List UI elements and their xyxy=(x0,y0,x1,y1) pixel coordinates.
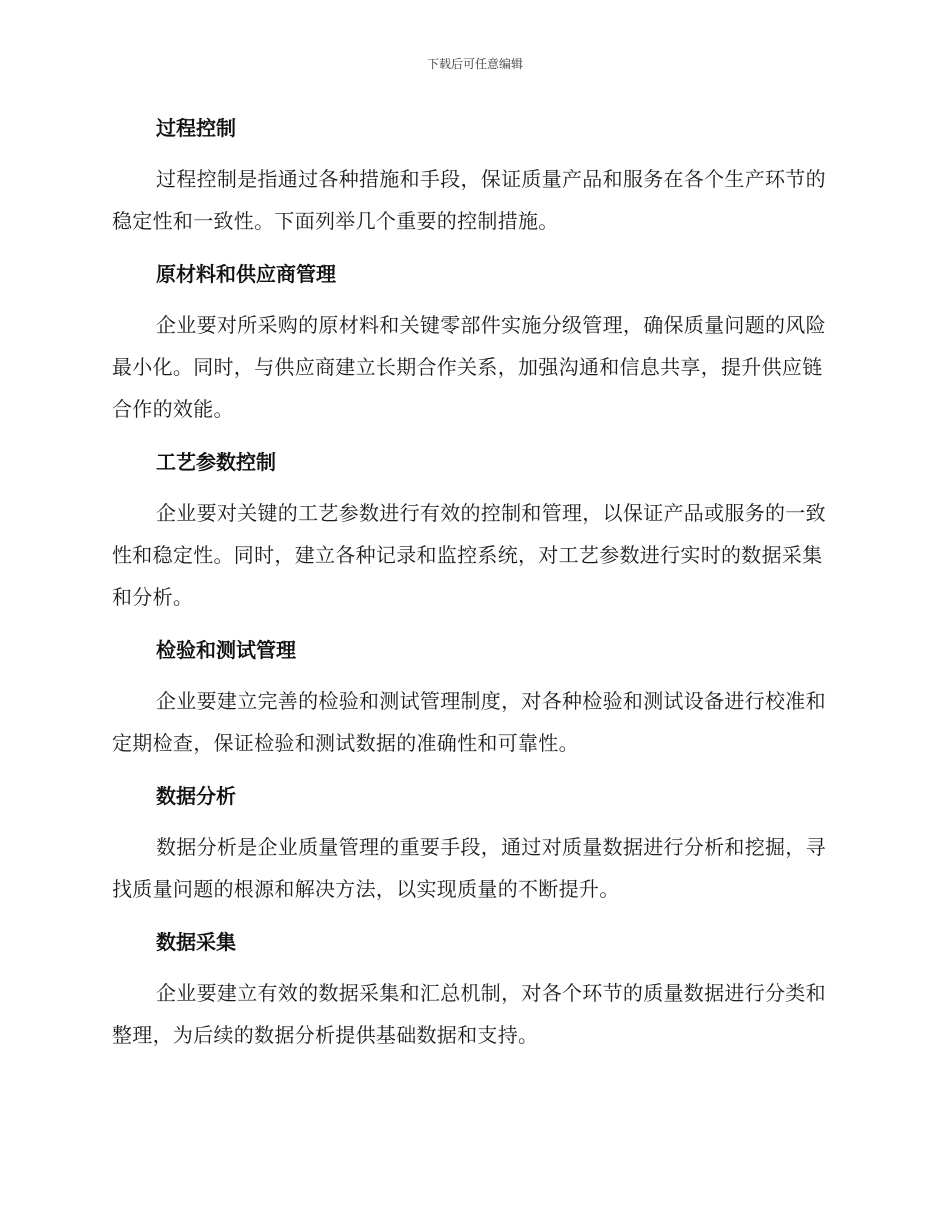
section-paragraph-data-collection: 企业要建立有效的数据采集和汇总机制，对各个环节的质量数据进行分类和整理，为后续的数据分析提供基础数据和支持。 xyxy=(112,981,826,1047)
section-paragraph-raw-materials-suppliers: 企业要对所采购的原材料和关键零部件实施分级管理，确保质量问题的风险最小化。同时，与供应商建立长期合作关系，加强沟通和信息共享，提升供应链合作的效能。 xyxy=(112,313,826,421)
section-paragraph-process-control: 过程控制是指通过各种措施和手段，保证质量产品和服务在各个生产环节的稳定性和一致性。下面列举几个重要的控制措施。 xyxy=(112,167,826,233)
section-heading-process-control: 过程控制 xyxy=(156,116,236,140)
section-heading-inspection-testing: 检验和测试管理 xyxy=(156,638,296,662)
document-content xyxy=(112,108,832,1068)
section-paragraph-data-analysis: 数据分析是企业质量管理的重要手段，通过对质量数据进行分析和挖掘，寻找质量问题的根源和解决方法，以实现质量的不断提升。 xyxy=(112,835,826,901)
section-heading-raw-materials-suppliers: 原材料和供应商管理 xyxy=(156,262,336,286)
section-heading-process-parameters: 工艺参数控制 xyxy=(156,450,276,474)
section-paragraph-process-parameters: 企业要对关键的工艺参数进行有效的控制和管理，以保证产品或服务的一致性和稳定性。同时，建立各种记录和监控系统，对工艺参数进行实时的数据采集和分析。 xyxy=(112,501,826,609)
header-note: 下载后可任意编辑 xyxy=(426,57,523,71)
section-heading-data-analysis: 数据分析 xyxy=(156,784,236,808)
section-paragraph-inspection-testing: 企业要建立完善的检验和测试管理制度，对各种检验和测试设备进行校准和定期检查，保证检验和测试数据的准确性和可靠性。 xyxy=(112,689,826,755)
section-heading-data-collection: 数据采集 xyxy=(156,930,236,954)
